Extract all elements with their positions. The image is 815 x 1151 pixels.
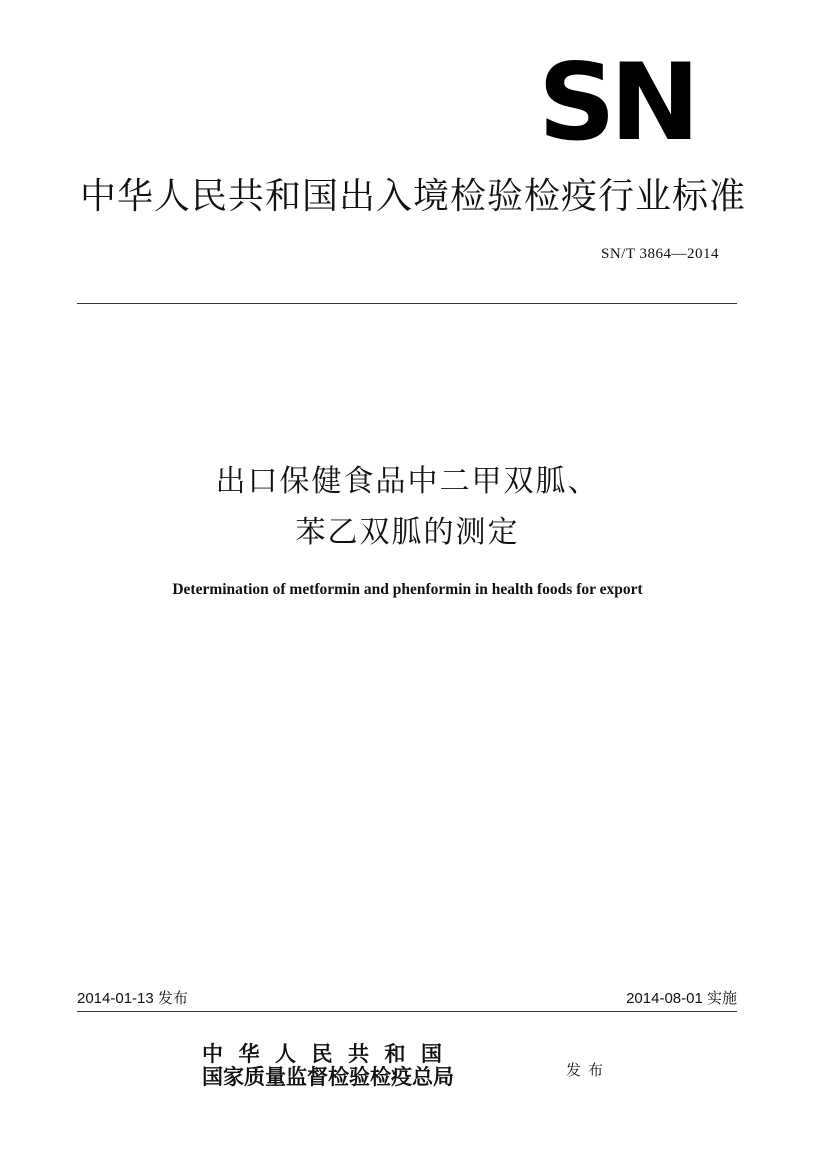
- standard-number: SN/T 3864—2014: [601, 246, 719, 262]
- title-zh-line1: 出口保健食品中二甲双胍、: [215, 464, 600, 499]
- publish-label: 发布: [566, 1061, 611, 1079]
- standard-category: 中华人民共和国出入境检验检疫行业标准: [80, 176, 747, 217]
- publisher-country: 中华人民共和国: [202, 1041, 458, 1066]
- issue-date: 2014-01-13 发布: [77, 990, 188, 1007]
- publisher-agency: 国家质量监督检验检疫总局: [202, 1064, 454, 1089]
- sn-logo: SN: [538, 41, 695, 164]
- top-divider: [77, 303, 737, 304]
- implementation-date: 2014-08-01 实施: [626, 990, 737, 1007]
- bottom-divider: [77, 1011, 737, 1012]
- title-zh-line2: 苯乙双胍的测定: [295, 515, 520, 550]
- title-en: Determination of metformin and phenformin in health foods for export: [172, 581, 643, 598]
